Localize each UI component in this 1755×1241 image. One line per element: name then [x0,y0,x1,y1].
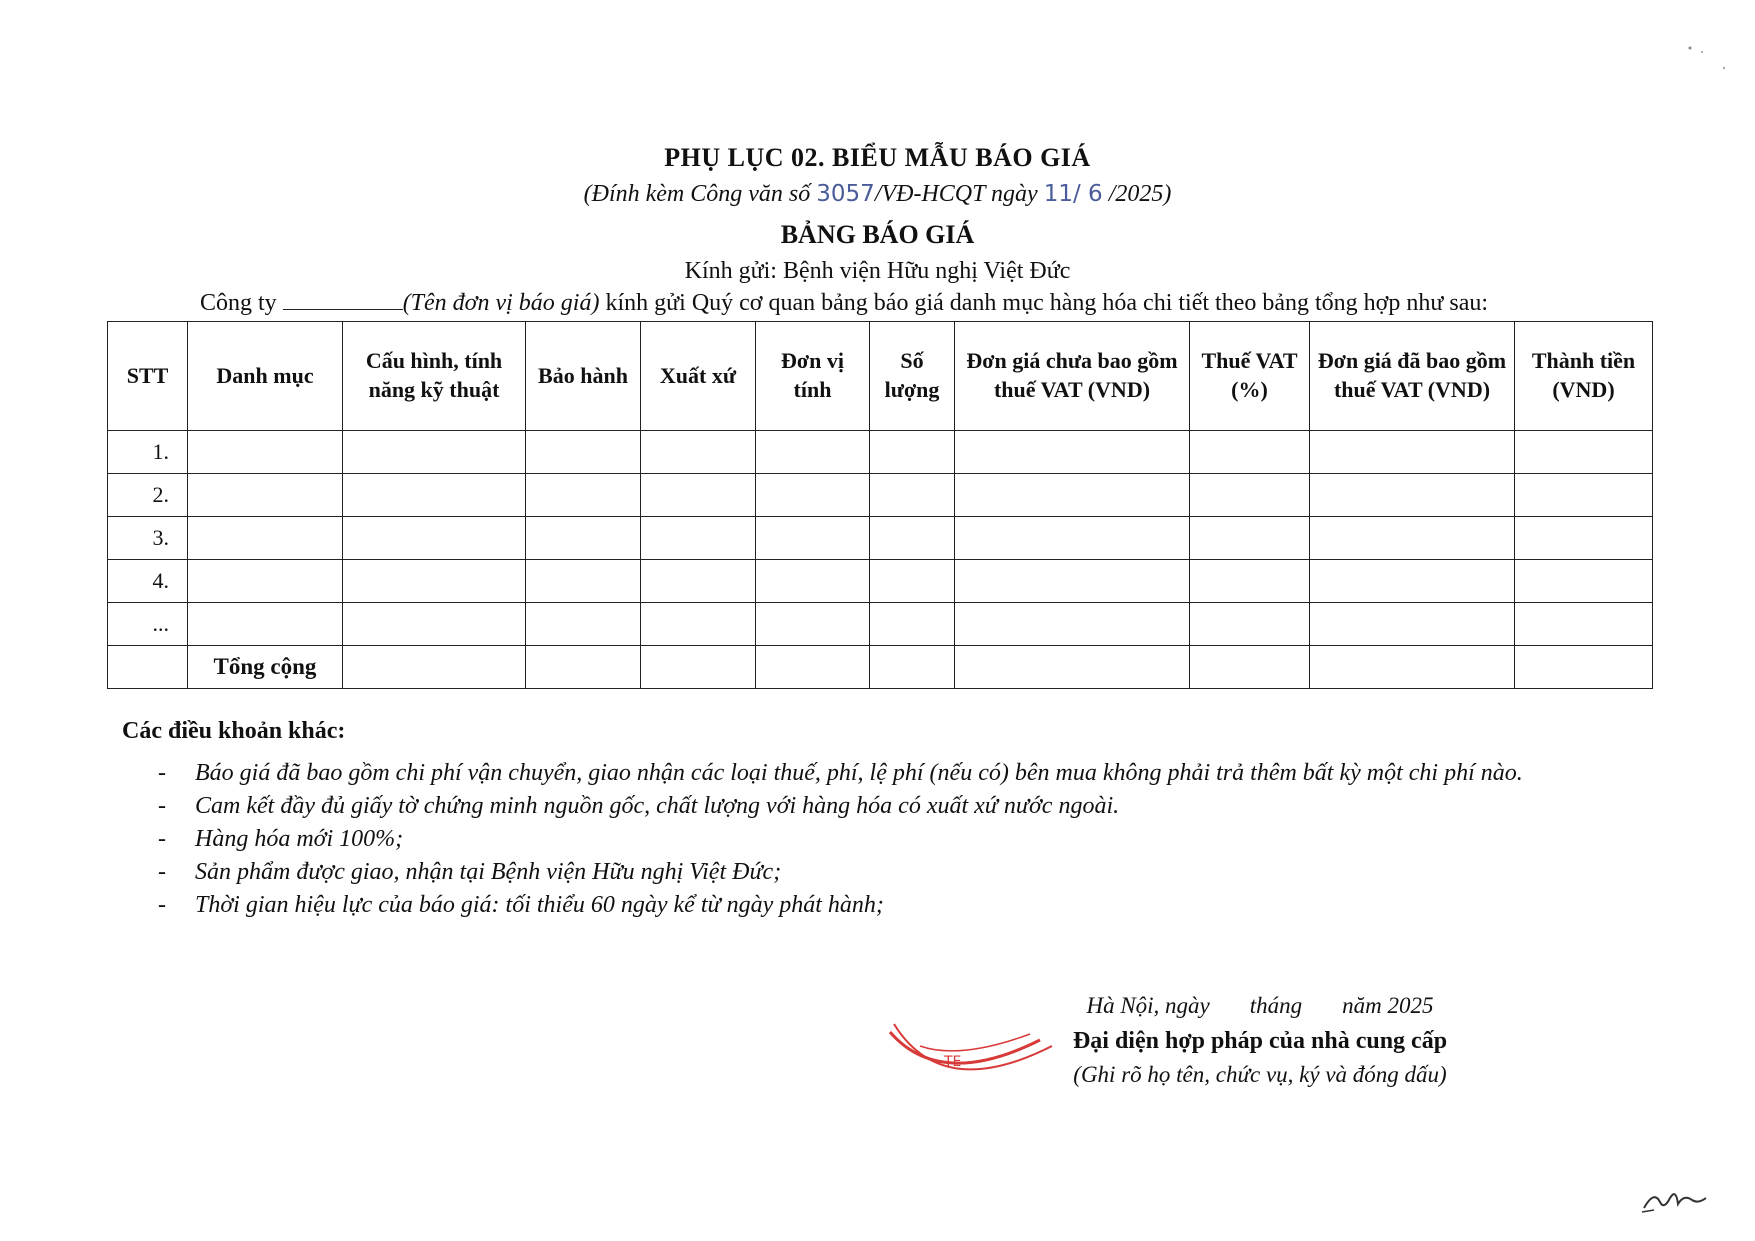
header-cell: Đơn giá đã bao gồm thuế VAT (VND) [1310,322,1515,431]
table-cell[interactable] [1515,474,1653,517]
list-item: - Cam kết đầy đủ giấy tờ chứng minh nguồn gốc, chất lượng với hàng hóa có xuất xứ nước ngoài. [158,793,1120,819]
table-cell[interactable] [1310,646,1515,689]
intro-line [200,289,1488,317]
list-item: - Thời gian hiệu lực của báo giá: tối thiểu 60 ngày kể từ ngày phát hành; [158,892,884,918]
company-label: Công ty [200,290,283,316]
table-cell[interactable] [188,517,343,560]
table-row [108,474,1653,517]
table-cell[interactable] [1515,603,1653,646]
list-item: - Báo giá đã bao gồm chi phí vận chuyển, giao nhận các loại thuế, phí, lệ phí (nếu có) bên mua không phải trả thêm bất kỳ một chi phí nào. [158,760,1523,786]
terms-list [150,757,1620,922]
table-cell[interactable] [955,517,1190,560]
table-cell[interactable] [1190,646,1310,689]
row-number: 4. [108,560,188,603]
term-text: Hàng hóa mới 100%; [195,826,404,852]
table-cell[interactable] [188,603,343,646]
attachment-prefix: (Đính kèm Công văn số [583,181,817,207]
table-cell[interactable] [641,560,756,603]
total-label: Tổng cộng [188,646,343,689]
header-cell: Đơn giá chưa bao gồm thuế VAT (VND) [955,322,1190,431]
table-cell[interactable] [188,560,343,603]
handwritten-doc-number: 3057 [816,181,875,207]
handwritten-day: 11 [1043,181,1073,207]
header-cell: Danh mục [188,322,343,431]
table-cell [108,646,188,689]
table-cell[interactable] [188,474,343,517]
handwritten-initials-icon [1640,1180,1710,1216]
table-cell[interactable] [756,646,870,689]
table-cell[interactable] [955,646,1190,689]
table-cell[interactable] [343,517,526,560]
table-cell[interactable] [1310,517,1515,560]
table-cell[interactable] [756,603,870,646]
table-cell[interactable] [1190,603,1310,646]
signature-note: (Ghi rõ họ tên, chức vụ, ký và đóng dấu) [1073,1062,1447,1087]
list-item: - Hàng hóa mới 100%; [158,826,404,852]
place-date: Hà Nội, ngày [1086,993,1210,1018]
table-cell[interactable] [756,474,870,517]
month-word: tháng [1249,993,1303,1018]
table-cell[interactable] [955,603,1190,646]
row-number: 3. [108,517,188,560]
table-cell[interactable] [641,517,756,560]
table-row [108,517,1653,560]
table-cell[interactable] [756,560,870,603]
table-row [108,560,1653,603]
table-cell[interactable] [1190,431,1310,474]
table-cell[interactable] [1190,517,1310,560]
table-cell[interactable] [1515,646,1653,689]
handwritten-month: 6 [1088,181,1103,207]
table-cell[interactable] [756,431,870,474]
table-cell[interactable] [641,603,756,646]
table-cell[interactable] [1310,560,1515,603]
row-number: 1. [108,431,188,474]
table-cell[interactable] [526,431,641,474]
header-cell: Số lượng [870,322,955,431]
term-text: Báo giá đã bao gồm chi phí vận chuyển, giao nhận các loại thuế, phí, lệ phí (nếu có) bên mua không phải trả thêm bất kỳ một chi phí nào. [195,760,1523,786]
term-text: Thời gian hiệu lực của báo giá: tối thiểu 60 ngày kể từ ngày phát hành; [195,892,884,918]
table-cell[interactable] [955,474,1190,517]
signature-role: Đại diện hợp pháp của nhà cung cấp [1072,1028,1448,1054]
table-cell[interactable] [641,474,756,517]
term-text: Sản phẩm được giao, nhận tại Bệnh viện Hữu nghị Việt Đức; [195,859,782,885]
row-number: ... [108,603,188,646]
table-cell[interactable] [526,474,641,517]
table-cell[interactable] [1515,517,1653,560]
table-cell[interactable] [343,431,526,474]
table-row [108,603,1653,646]
table-cell[interactable] [756,517,870,560]
table-cell[interactable] [188,431,343,474]
table-cell[interactable] [526,517,641,560]
table-cell[interactable] [343,474,526,517]
term-text: Cam kết đầy đủ giấy tờ chứng minh nguồn gốc, chất lượng với hàng hóa có xuất xứ nước ngoài. [195,793,1120,819]
table-cell[interactable] [1190,560,1310,603]
company-placeholder: (Tên đơn vị báo giá) [402,290,600,316]
table-cell[interactable] [870,474,955,517]
table-cell[interactable] [343,603,526,646]
table-cell[interactable] [526,603,641,646]
table-cell[interactable] [955,431,1190,474]
signature-date-line [1040,993,1480,1019]
table-cell[interactable] [870,560,955,603]
header-cell: Bảo hành [526,322,641,431]
table-header-row [108,322,1653,431]
table-cell[interactable] [870,603,955,646]
year-word: năm 2025 [1342,993,1434,1018]
appendix-title: PHỤ LỤC 02. BIỂU MẪU BÁO GIÁ [664,143,1091,172]
table-cell[interactable] [1515,431,1653,474]
company-blank [283,289,403,310]
total-row [108,646,1653,689]
greeting: Kính gửi: Bệnh viện Hữu nghị Việt Đức [684,258,1071,284]
row-number: 2. [108,474,188,517]
svg-text:TE: TE [944,1054,962,1070]
intro-text: kính gửi Quý cơ quan bảng báo giá danh mục hàng hóa chi tiết theo bảng tổng hợp như sau: [599,290,1489,316]
table-cell[interactable] [955,560,1190,603]
table-cell[interactable] [1310,431,1515,474]
table-cell[interactable] [1515,560,1653,603]
red-stamp-fragment-icon [880,1020,1060,1090]
table-cell[interactable] [870,431,955,474]
header-cell: Thành tiền (VND) [1515,322,1653,431]
scan-specks-icon [1680,40,1730,80]
header-cell: Cấu hình, tính năng kỹ thuật [343,322,526,431]
table-cell[interactable] [870,517,955,560]
table-cell[interactable] [343,646,526,689]
table-cell[interactable] [1310,474,1515,517]
header-cell: Thuế VAT (%) [1190,322,1310,431]
table-cell[interactable] [343,560,526,603]
table-cell[interactable] [641,431,756,474]
attachment-suffix: /2025) [1102,181,1172,207]
terms-title: Các điều khoản khác: [122,718,346,744]
quotation-table-title: BẢNG BÁO GIÁ [780,220,975,249]
table-cell[interactable] [1310,603,1515,646]
table-cell[interactable] [641,646,756,689]
attachment-line: (Đính kèm Công văn số 3057/VĐ-HCQT ngày 11/ 6 /2025) [583,181,1172,207]
header-cell: Đơn vị tính [756,322,870,431]
table-cell[interactable] [526,646,641,689]
quotation-table [107,321,1653,689]
table-cell[interactable] [870,646,955,689]
header-cell: Xuất xứ [641,322,756,431]
table-cell[interactable] [526,560,641,603]
header-cell: STT [108,322,188,431]
table-cell[interactable] [1190,474,1310,517]
table-row [108,431,1653,474]
attachment-mid: /VĐ-HCQT ngày [874,181,1044,207]
list-item: - Sản phẩm được giao, nhận tại Bệnh viện Hữu nghị Việt Đức; [158,859,782,885]
